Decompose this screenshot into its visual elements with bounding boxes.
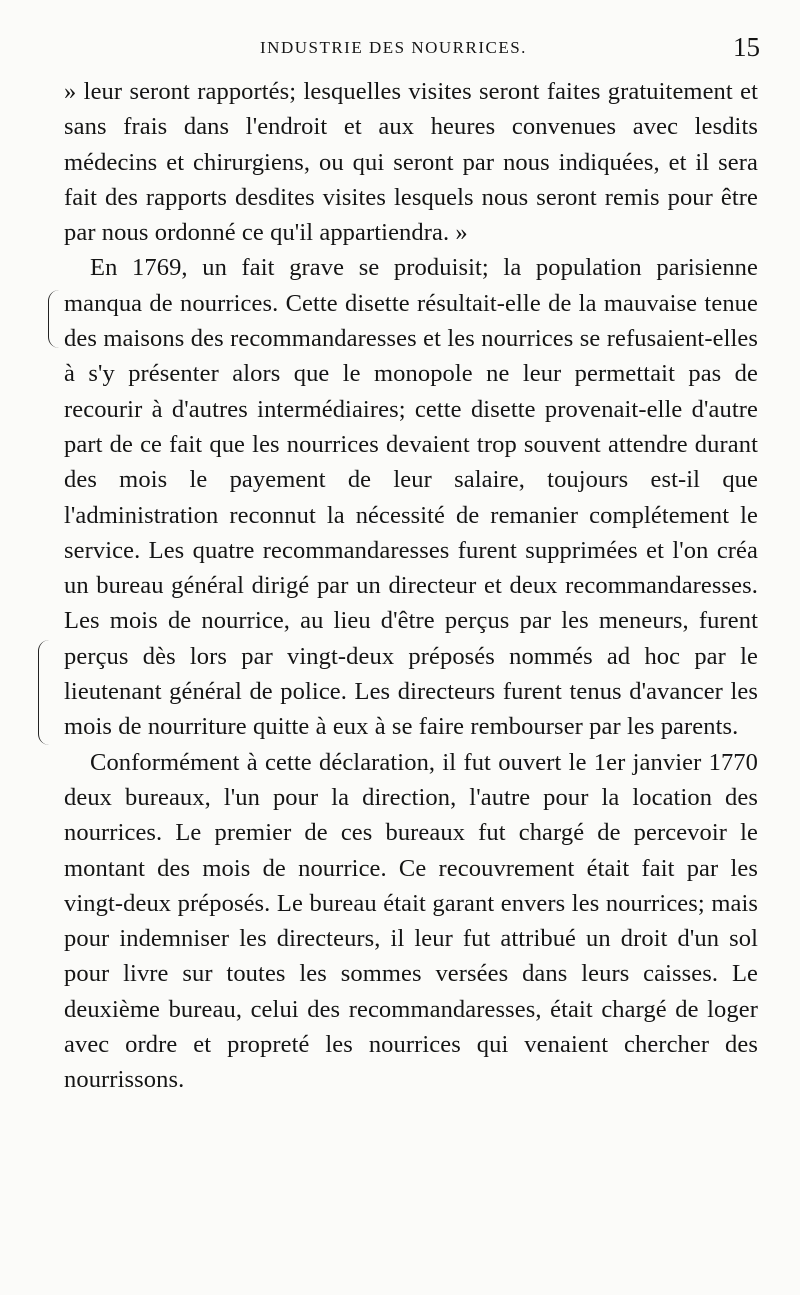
running-title: INDUSTRIE DES NOURRICES. bbox=[260, 38, 527, 57]
paragraph-1770: Conformément à cette déclaration, il fut ouvert le 1er janvier 1770 deux bureaux, l'un pour la direction, l'autre pour la location des nourrices. Le premier de ces bureaux fut chargé de percevoir le montant des mois de nourrice. Ce recouvrement était fait par les vingt-deux préposés. Le bureau était garant envers les nourrices; mais pour indemniser les directeurs, il leur fut attribué un droit d'un sol pour livre sur toutes les sommes versées dans leurs caisses. Le deuxième bureau, celui des recommandaresses, était chargé de loger avec ordre et propreté les nourrices qui venaient chercher des nourrissons. bbox=[64, 748, 758, 1094]
margin-pencil-mark bbox=[48, 290, 59, 348]
quote-paragraph: » leur seront rapportés; lesquelles visites seront faites gratuitement et sans frais dans l'endroit et aux heures convenues avec lesdits médecins et chirurgiens, ou qui seront par nous indiquées, et il sera fait des rapports desdites visites lesquels nous seront remis pour être par nous ordonné ce qu'il appartiendra. » bbox=[64, 78, 758, 247]
paragraph-1769: En 1769, un fait grave se produisit; la population parisienne manqua de nourrices. Cette disette résultait-elle de la mauvaise tenue des maisons des recommandaresses et les nourrices se refusaient-elles à s'y présenter alors que le monopole ne leur permettait pas de recourir à d'autres intermédiaires; cette disette provenait-elle d'autre part de ce fait que les nourrices devaient trop souvent attendre durant des mois le payement de leur salaire, toujours est-il que l'administration reconnut la nécessité de remanier complétement le service. Les quatre recommandaresses furent supprimées et l'on créa un bureau général dirigé par un directeur et deux recommandaresses. Les mois de nourrice, au lieu d'être perçus par les meneurs, furent perçus dès lors par vingt-deux préposés nommés ad hoc par le lieutenant général de police. Les directeurs furent tenus d'avancer les mois de nourriture quitte à eux à se faire rembourser par les parents. bbox=[64, 254, 758, 741]
body-text bbox=[64, 74, 758, 1098]
page-number: 15 bbox=[733, 32, 760, 62]
margin-pencil-mark bbox=[38, 640, 49, 745]
page-header bbox=[60, 30, 760, 70]
